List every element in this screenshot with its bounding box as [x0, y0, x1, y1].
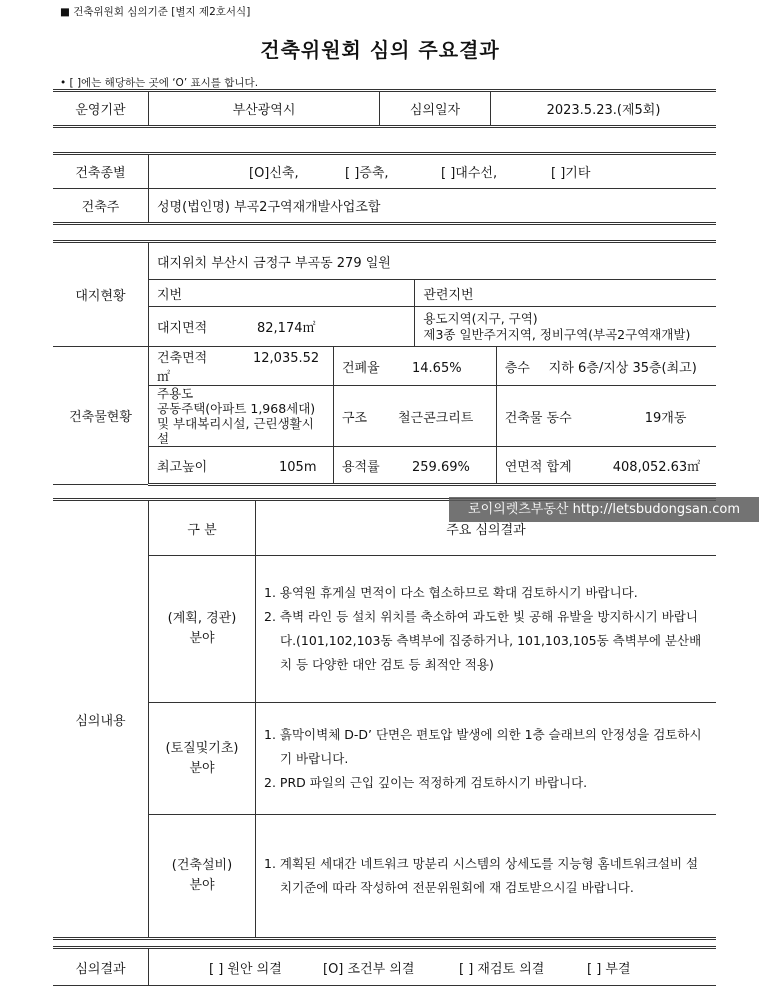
result-option-reexamine: [ ] 재검토 의결 — [459, 961, 545, 977]
planning-item-1: 1. 용역원 휴게실 면적이 다소 협소하므로 확대 검토하시기 바랍니다. — [264, 585, 638, 600]
gfa-cell — [496, 447, 716, 485]
geotech-item-1: 1. 흙막이벽체 D-D’ 단면은 편토압 발생에 의한 1층 슬래브의 안정성을 검토하시기 바랍니다. — [264, 726, 702, 766]
type-option-other: [ ]기타 — [551, 166, 591, 181]
coverage-label: 건폐율 — [342, 360, 380, 376]
planning-item-2: 2. 측벽 라인 등 설치 위치를 축소하여 과도한 빛 공해 유발을 방지하시기 바랍니다.(101,102,103동 측벽부에 집중하거나, 101,103,105동 측벽부에 분산배치 등 다양한 대안 검토 등 최적안 적용) — [264, 609, 702, 672]
page-title: 건축위원회 심의 주요결과 — [260, 38, 500, 62]
review-category-mep — [149, 815, 256, 939]
mep-item-1: 1. 계획된 세대간 네트워크 망분리 시스템의 상세도를 지능형 홈네트워크설비 설치기준에 따라 작성하여 전문위원회에 재 검토받으시길 바랍니다. — [264, 856, 699, 895]
height-label: 최고높이 — [157, 459, 208, 475]
review-col-category: 구 분 — [149, 500, 256, 556]
floors-value: 지하 6층/지상 35층(최고) — [548, 360, 697, 376]
building-type-label: 건축종별 — [53, 154, 149, 189]
form-header: ■ 건축위원회 심의기준 [별지 제2호서식] — [60, 6, 251, 18]
category-geotech-field: 분야 — [189, 760, 215, 776]
owner-label: 건축주 — [53, 189, 149, 224]
date-value: 2023.5.23.(제5회) — [491, 91, 717, 127]
result-option-original: [ ] 원안 의결 — [209, 961, 282, 977]
related-lot-label: 관련지번 — [415, 280, 716, 307]
gfa-value: 408,052.63㎡ — [612, 459, 701, 475]
date-label: 심의일자 — [380, 91, 491, 127]
structure-cell — [334, 386, 497, 447]
gfa-label: 연면적 합계 — [504, 459, 572, 475]
footprint-value: 12,035.52㎡ — [157, 351, 320, 385]
height-cell — [149, 447, 334, 485]
site-area-label: 대지면적 — [157, 321, 208, 336]
site-label: 대지현황 — [53, 242, 149, 347]
review-category-geotech — [149, 703, 256, 815]
zone-cell — [415, 307, 716, 347]
coverage-value: 14.65% — [412, 360, 462, 376]
review-result-geotech — [256, 703, 717, 815]
floors-cell — [496, 347, 716, 386]
footprint-label: 건축면적 — [157, 351, 208, 366]
main-use-cell — [149, 386, 334, 447]
site-location: 대지위치 부산시 금정구 부곡동 279 일원 — [149, 242, 717, 280]
result-table — [53, 946, 716, 986]
coverage-cell — [334, 347, 497, 386]
height-value: 105m — [279, 459, 317, 475]
type-table — [53, 152, 716, 225]
building-type-options — [149, 154, 717, 189]
result-label: 심의결과 — [53, 948, 149, 986]
form-note: • [ ]에는 해당하는 곳에 ‘O’ 표시를 합니다. — [60, 77, 259, 89]
category-mep-name: (건축설비) — [171, 858, 233, 873]
review-result-mep — [256, 815, 717, 939]
type-option-extension: [ ]증축, — [345, 166, 389, 181]
review-col-result: 주요 심의결과 — [256, 500, 717, 556]
org-label: 운영기관 — [53, 91, 149, 127]
main-use-line-3: 및 부대복리시설, 근린생활시설 — [157, 416, 314, 446]
result-option-conditional: [O] 조건부 의결 — [323, 961, 415, 977]
category-mep-field: 분야 — [189, 878, 215, 893]
site-area-value: 82,174㎡ — [257, 321, 316, 336]
footprint-cell — [149, 347, 334, 386]
zone-line-2: 제3종 일반주거지역, 정비구역(부곡2구역재개발) — [423, 326, 691, 342]
org-value: 부산광역시 — [149, 91, 380, 127]
category-planning-name: (계획, 경관) — [167, 611, 237, 626]
org-table — [53, 89, 716, 128]
building-count-label: 건축물 동수 — [504, 410, 572, 426]
main-use-line-2: 공동주택(아파트 1,968세대) — [157, 401, 316, 416]
far-cell — [334, 447, 497, 485]
geotech-item-2: 2. PRD 파일의 근입 깊이는 적정하게 검토하시기 바랍니다. — [264, 774, 588, 790]
floors-label: 층수 — [504, 360, 530, 376]
review-category-planning — [149, 556, 256, 703]
owner-value: 성명(법인명) 부곡2구역재개발사업조합 — [149, 189, 717, 224]
review-result-planning — [256, 556, 717, 703]
structure-label: 구조 — [342, 410, 368, 426]
type-option-major-repair: [ ]대수선, — [441, 166, 498, 181]
result-option-rejected: [ ] 부결 — [587, 961, 631, 977]
building-label: 건축물현황 — [53, 347, 149, 485]
structure-value: 철근콘크리트 — [398, 410, 474, 426]
result-options — [149, 948, 717, 986]
review-label: 심의내용 — [53, 500, 149, 939]
lot-label: 지번 — [149, 280, 415, 307]
review-table — [53, 498, 716, 940]
watermark-banner: 로이의렛츠부동산 http://letsbudongsan.com — [449, 497, 759, 522]
building-count-value: 19개동 — [644, 410, 687, 426]
building-count-cell — [496, 386, 716, 447]
far-value: 259.69% — [412, 459, 470, 475]
main-use-label: 주용도 — [157, 386, 194, 401]
site-area-cell — [149, 307, 415, 347]
zone-line-1: 용도지역(지구, 구역) — [423, 310, 538, 326]
category-geotech-name: (토질및기초) — [165, 740, 239, 756]
type-option-new: [O]신축, — [249, 166, 299, 181]
category-planning-field: 분야 — [189, 631, 215, 646]
far-label: 용적률 — [342, 459, 380, 475]
site-building-table — [53, 240, 716, 486]
